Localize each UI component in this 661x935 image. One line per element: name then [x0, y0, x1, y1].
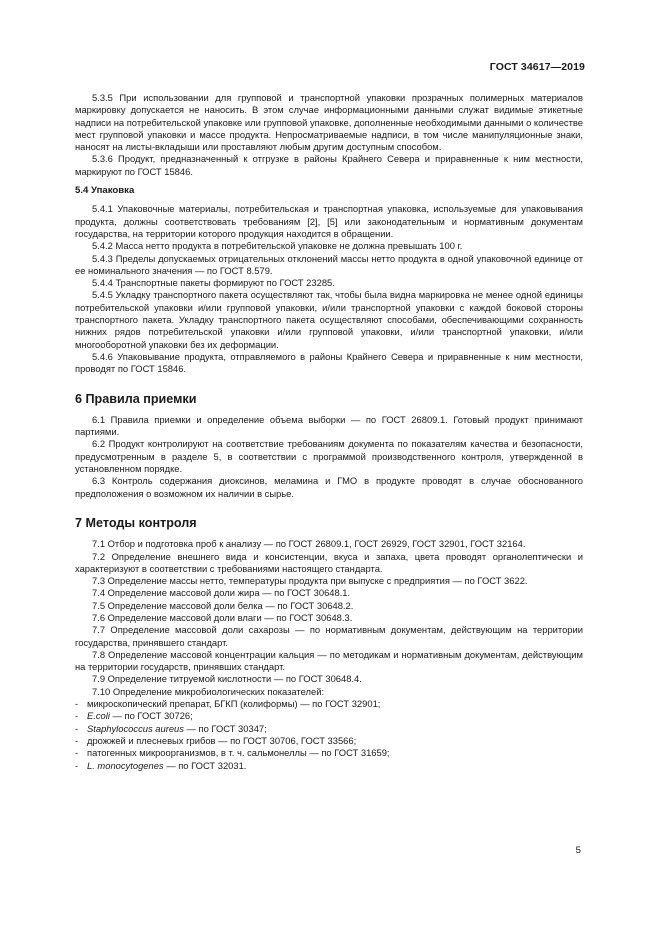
paragraph: 7.9 Определение титруемой кислотности — по ГОСТ 30648.4. — [92, 673, 362, 685]
section-heading: 6 Правила приемки — [75, 391, 197, 406]
paragraph: 7.4 Определение массовой доли жира — по ГОСТ 30648.1. — [92, 587, 351, 599]
paragraph: 7.6 Определение массовой доли влаги — по ГОСТ 30648.3. — [92, 611, 353, 623]
paragraph: 7.5 Определение массовой доли белка — по ГОСТ 30648.2. — [92, 599, 354, 611]
document-code: ГОСТ 34617—2019 — [489, 61, 585, 73]
list-item-text: патогенных микроорганизмов, в т. ч. сальмонеллы — по ГОСТ 31659; — [87, 747, 390, 759]
paragraph: 5.3.6 Продукт, предназначенный к отгрузке в районы Крайнего Севера и приравненные к ним местности, маркируют по ГОСТ 15846. — [75, 153, 583, 177]
paragraph: 5.4.4 Транспортные пакеты формируют по ГОСТ 23285. — [92, 277, 335, 289]
paragraph: 5.4.3 Пределы допускаемых отрицательных отклонений массы нетто продукта в одной упаковочной единице от ее номинального значения — по ГОСТ 8.579. — [75, 252, 583, 276]
page-number: 5 — [575, 845, 581, 856]
organism-name: L. monocytogenes — [87, 759, 164, 771]
paragraph: 7.7 Определение массовой доли сахарозы — по нормативным документам, действующим на территории государства, принявшего стандарт. — [75, 624, 583, 648]
paragraph: 6.3 Контроль содержания диоксинов, меламина и ГМО в продукте проводят в случае обоснованного предположения о возможном их наличии в сырье. — [75, 475, 583, 499]
list-item-text: — по ГОСТ 30347; — [183, 722, 267, 734]
list-item — [75, 760, 583, 772]
paragraph: 5.4.5 Укладку транспортного пакета осуществляют так, чтобы была видна маркировка не менее одной единицы потребительской упаковки и/или групповой упаковки, и/или транспортной упаковки с каждой боковой стороны транспортного пакета. Укладку транспортного пакета осуществляют способами, обеспечивающими сохранность нижних рядов потребительской упаковки и/или групповой упаковки, и/или транспортной упаковки, и/или многооборотной упаковки без их деформации. — [75, 289, 583, 350]
list-item — [75, 747, 583, 759]
list-dash: - — [75, 710, 79, 722]
list-dash: - — [75, 747, 79, 759]
paragraph: 6.2 Продукт контролируют на соответствие требованиям документа по показателям качества и безопасности, предусмотренным в разделе 5, в соответствии с программой производственного контроля, утвержденной в установленном порядке. — [75, 438, 583, 475]
paragraph: 6.1 Правила приемки и определение объема выборки — по ГОСТ 26809.1. Готовый продукт принимают партиями. — [75, 413, 583, 438]
list-item-text: — по ГОСТ 32031. — [163, 759, 247, 771]
document-body — [75, 92, 583, 772]
list-dash: - — [75, 698, 79, 710]
paragraph: 5.4.6 Упаковывание продукта, отправляемого в районы Крайнего Севера и приравненные к ним местности, проводят по ГОСТ 15846. — [75, 350, 583, 375]
paragraph: 7.2 Определение внешнего вида и консистенции, вкуса и запаха, цвета проводят органолептически и характеризуют в соответствии с требованиями настоящего стандарта. — [75, 550, 583, 574]
subsection-heading: 5.4 Упаковка — [75, 185, 135, 197]
paragraph: 7.10 Определение микробиологических показателей: — [92, 685, 325, 697]
list-item — [75, 723, 583, 735]
list-dash: - — [75, 759, 79, 771]
list-item — [75, 698, 583, 710]
list-item-text: дрожжей и плесневых грибов — по ГОСТ 30706, ГОСТ 33566; — [87, 734, 357, 746]
list-dash: - — [75, 734, 79, 746]
organism-name: Staphylococcus aureus — [87, 722, 184, 734]
list-item-text: — по ГОСТ 30726; — [109, 710, 193, 722]
list-item — [75, 710, 583, 722]
paragraph: 7.8 Определение массовой концентрации кальция — по методикам и нормативным документам, действующим на территории государств, принявших стандарт. — [75, 648, 583, 673]
paragraph: 5.4.2 Масса нетто продукта в потребительской упаковке не должна превышать 100 г. — [92, 240, 463, 252]
paragraph: 5.3.5 При использовании для групповой и транспортной упаковки прозрачных полимерных материалов маркировку допускается не наносить. В этом случае информационными данными служат видимые этикетные надписи на потребительской упаковке или групповой упаковке, дополненные необходимыми данными о количестве мест групповой упаковки и массе продукта. Непросматриваемые надписи, в том числе манипуляционные знаки, наносят на листы-вкладыши или проставляют любым другим доступным способом. — [75, 92, 583, 153]
section-heading: 7 Методы контроля — [75, 515, 197, 530]
paragraph: 7.1 Отбор и подготовка проб к анализу — по ГОСТ 26809.1, ГОСТ 26929, ГОСТ 32901, ГОСТ 32164. — [92, 538, 526, 550]
list-item — [75, 735, 583, 747]
organism-name: E.coli — [87, 710, 110, 722]
paragraph: 7.3 Определение массы нетто, температуры продукта при выпуске с предприятия — по ГОСТ 3622. — [92, 575, 528, 587]
list-dash: - — [75, 722, 79, 734]
list-item-text: микроскопический препарат, БГКП (колиформы) — по ГОСТ 32901; — [87, 698, 381, 710]
paragraph: 5.4.1 Упаковочные материалы, потребительская и транспортная упаковка, используемые для упаковывания продукта, должны соответствовать требованиям [2], [5] или законодательным и нормативным документам государства, на территории которого продукция находится в обращении. — [75, 203, 583, 239]
